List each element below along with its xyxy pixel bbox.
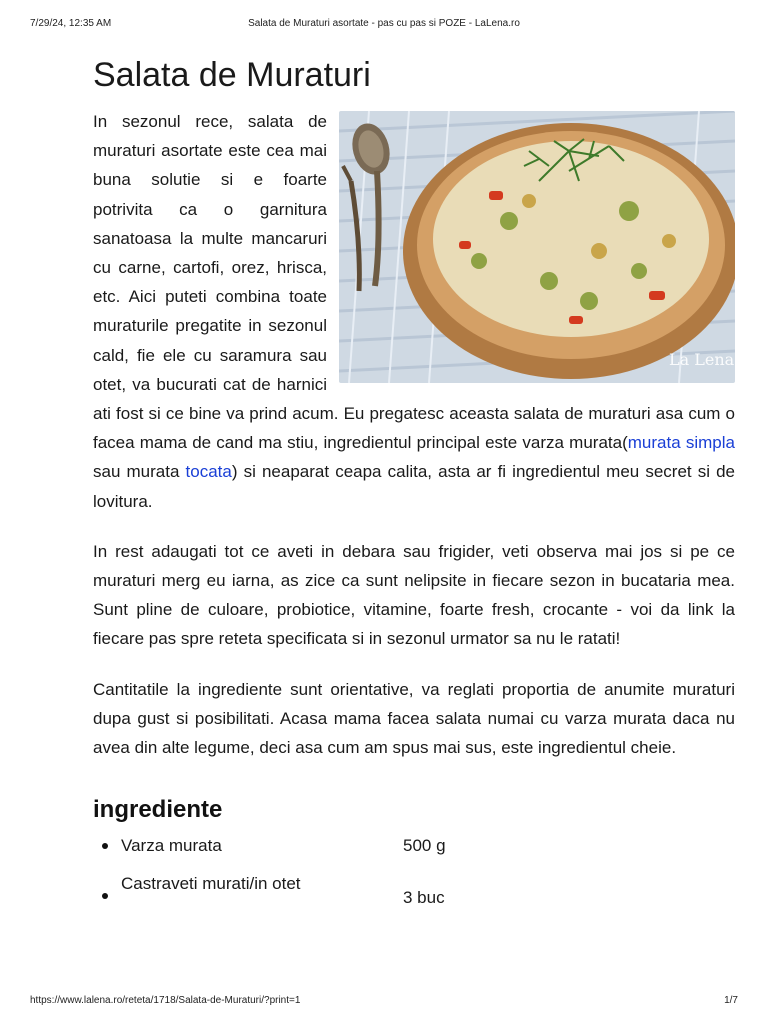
ingredient-qty: 500 g — [403, 836, 446, 856]
ingredients-list — [93, 835, 735, 923]
print-footer — [30, 995, 738, 1009]
intro-paragraph-mid: sau murata — [93, 462, 186, 482]
body-paragraph-3: Cantitatile la ingrediente sunt orientative, va reglati proportia de anumite muraturi dupa gust si posibilitati. Acasa mama facea salata numai cu varza murata daca nu avea din alte legume, deci asa cum am spus mai sus, este ingredientul cheie. — [93, 679, 735, 758]
print-header — [30, 18, 738, 32]
ingredient-name: Varza murata — [121, 836, 222, 856]
page-title: Salata de Muraturi — [93, 56, 371, 94]
list-item — [93, 873, 735, 923]
intro-paragraph-end: ) si neaparat ceapa calita, asta ar fi ingredientul meu secret si de lovitura. — [93, 462, 736, 511]
bullet-icon — [102, 843, 108, 849]
print-datetime: 7/29/24, 12:35 AM — [30, 18, 112, 29]
print-document-title: Salata de Muraturi asortate - pas cu pas si POZE - LaLena.ro — [248, 18, 520, 29]
page-indicator: 1/7 — [724, 995, 738, 1006]
ingredients-heading: ingrediente — [93, 796, 223, 824]
photo-watermark: La Lena — [669, 350, 735, 369]
salad-photo — [339, 111, 735, 383]
link-murata-simpla[interactable]: murata simpla — [627, 433, 735, 453]
intro-paragraph-text: In sezonul rece, salata de muraturi asortate este cea mai buna solutie si e foarte potrivita ca o garnitura sanatoasa la multe mancaruri cu carne, cartofi, orez, hrisca, etc. Aici puteti combina toate muraturile pregatite in sezonul cald, fie ele cu saramura sau otet, va bucurati cat de harnici ati fost si ce bine va prind acum. Eu pregatesc aceasta salata de muraturi asa cum o facea mama de cand ma stiu, ingredientul principal este varza murata( — [93, 112, 735, 453]
ingredient-name: Castraveti murati/in otet — [121, 874, 301, 894]
link-tocata[interactable]: tocata — [185, 462, 232, 482]
print-url: https://www.lalena.ro/reteta/1718/Salata-de-Muraturi/?print=1 — [30, 995, 301, 1006]
list-item — [93, 835, 735, 865]
bullet-icon — [102, 893, 108, 899]
body-paragraph-2: In rest adaugati tot ce aveti in debara sau frigider, veti observa mai jos si pe ce muraturi merg eu iarna, as zice ca sunt nelipsite in fiecare sezon in bucataria mea. Sunt pline de culoare, probiotice, vitamine, foarte fresh, crocante - voi da link la fiecare pas spre reteta specificata si in sezonul urmator sa nu le ratati! — [93, 541, 735, 649]
article-content — [93, 55, 735, 923]
ingredient-qty: 3 buc — [403, 888, 445, 908]
